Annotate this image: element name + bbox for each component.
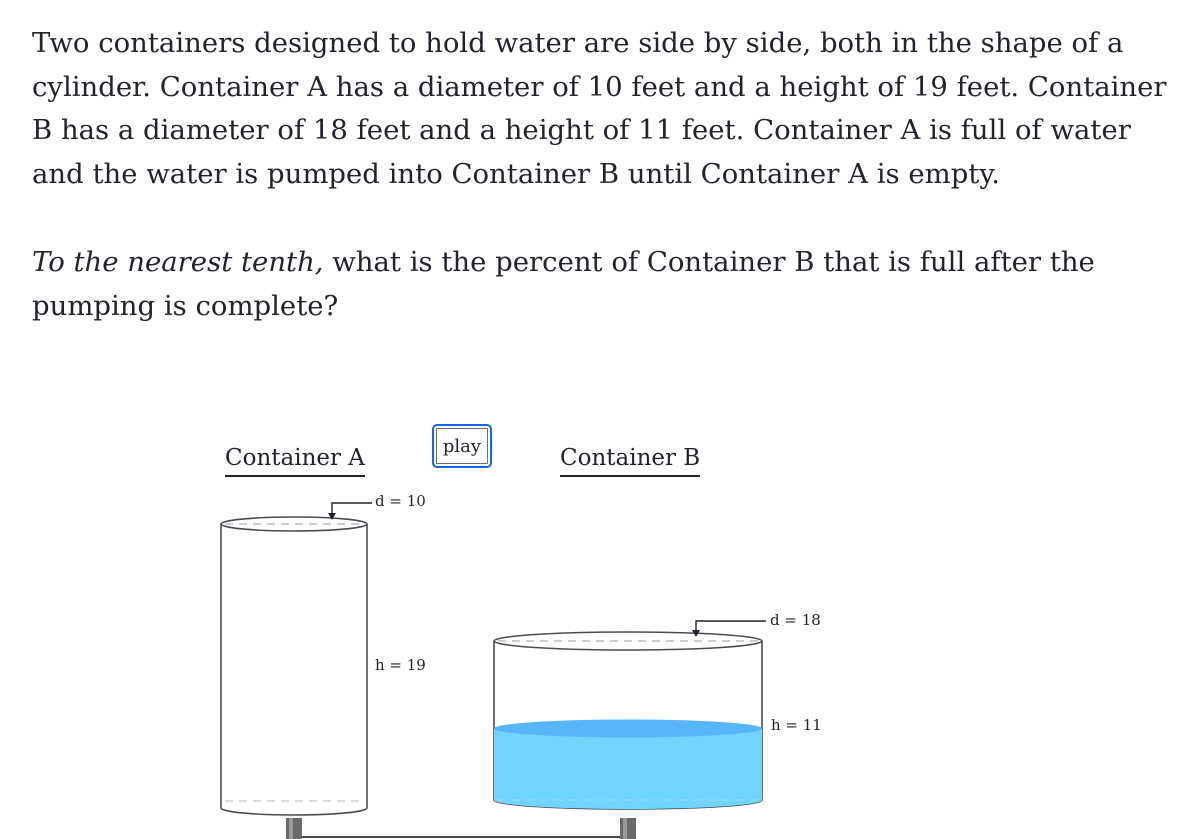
container-a-diameter-label: d = 10 <box>375 492 426 510</box>
question-emphasis: To the nearest tenth, <box>32 246 324 278</box>
container-b-water-surface <box>494 719 762 737</box>
container-b-title: Container B <box>560 442 700 477</box>
pipe-left-stem <box>286 818 302 839</box>
container-a <box>221 503 372 815</box>
container-b-diameter-leader <box>696 621 766 634</box>
play-button[interactable]: play <box>432 424 492 468</box>
container-b-diameter-label: d = 18 <box>770 611 821 629</box>
pipe-right-highlight <box>623 818 627 839</box>
container-a-height-label: h = 19 <box>375 656 426 674</box>
container-b-water <box>494 728 762 809</box>
container-b-height-label: h = 11 <box>771 716 822 734</box>
container-a-diameter-leader <box>332 503 372 518</box>
question-body: what is the percent of Container B that is full after the pumping is complete? <box>32 246 1095 322</box>
pipe-right-stem <box>620 818 636 839</box>
container-b <box>494 621 766 809</box>
pipe-left-highlight <box>289 818 293 839</box>
pipe <box>286 818 636 839</box>
container-a-title: Container A <box>225 442 365 477</box>
problem-text: Two containers designed to hold water are side by side, both in the shape of a cylinder. Container A has a diameter of 10 feet and a height of 19 feet. Container B has a diameter of 18 feet and a height of 11 feet. Container A is full of water and the water is pumped into Container B until Container A is empty. <box>32 27 1167 190</box>
container-a-body <box>221 524 367 815</box>
